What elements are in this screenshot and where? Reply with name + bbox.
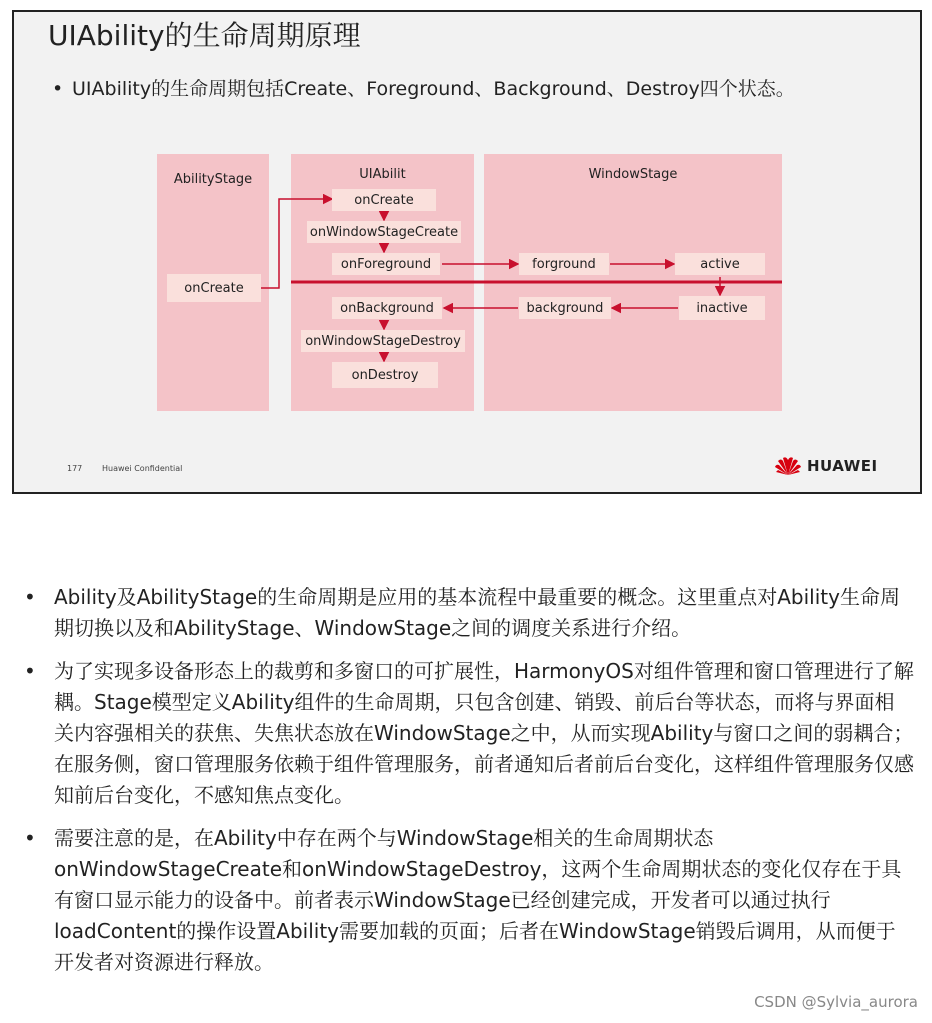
note-item: • 需要注意的是，在Ability中存在两个与WindowStage相关的生命周期状态onWindowStageCreate和onWindowStageDestroy，这两个生命周期状态的变化仅存在于具有窗口显示能力的设备中。前者表示WindowStage已经创建完成，开发者可以通过执行loadContent的操作设置Ability需要加载的页面；后者在WindowStage销毁后调用，从而便于开发者对资源进行释放。 — [24, 826, 902, 974]
huawei-flower-icon — [774, 456, 802, 476]
note-text: 为了实现多设备形态上的裁剪和多窗口的可扩展性，HarmonyOS对组件管理和窗口管理进行了解耦。Stage模型定义Ability组件的生命周期，只包含创建、销毁、前后台等状态，而将与界面相关内容强相关的获焦、失焦状态放在WindowStage之中，从而实现Ability与窗口之间的弱耦合；在服务侧，窗口管理服务依赖于组件管理服务，前者通知后者前后台变化，这样组件管理服务仅感知前后台变化，不感知焦点变化。 — [54, 659, 914, 807]
diagram-arrows — [14, 12, 920, 492]
node-inactive: inactive — [679, 296, 765, 320]
notes-list — [24, 582, 914, 990]
panel-title-uiability: UIAbilit — [359, 167, 406, 182]
note-item: • 为了实现多设备形态上的裁剪和多窗口的可扩展性，HarmonyOS对组件管理和窗口管理进行了解耦。Stage模型定义Ability组件的生命周期，只包含创建、销毁、前后台等状态，而将与界面相关内容强相关的获焦、失焦状态放在WindowStage之中，从而实现Ability与窗口之间的弱耦合；在服务侧，窗口管理服务依赖于组件管理服务，前者通知后者前后台变化，这样组件管理服务仅感知前后台变化，不感知焦点变化。 — [24, 659, 914, 807]
node-on-window-stage-destroy: onWindowStageDestroy — [301, 330, 465, 352]
slide-title: UIAbility的生命周期原理 — [48, 19, 361, 52]
csdn-watermark: CSDN @Sylvia_aurora — [754, 993, 918, 1011]
slide-bullet-text: UIAbility的生命周期包括Create、Foreground、Background、Destroy四个状态。 — [72, 78, 795, 100]
node-background: background — [519, 297, 611, 319]
panel-title-ability-stage: AbilityStage — [173, 172, 253, 187]
footer-confidential: Huawei Confidential — [102, 464, 183, 473]
node-oncreate: onCreate — [332, 189, 436, 211]
node-forground: forground — [519, 253, 609, 275]
panel-title-window-stage: WindowStage — [588, 167, 678, 182]
note-text: 需要注意的是，在Ability中存在两个与WindowStage相关的生命周期状态onWindowStageCreate和onWindowStageDestroy，这两个生命周期状态的变化仅存在于具有窗口显示能力的设备中。前者表示WindowStage已经创建完成，开发者可以通过执行loadContent的操作设置Ability需要加载的页面；后者在WindowStage销毁后调用，从而便于开发者对资源进行释放。 — [54, 826, 902, 974]
logo-text: HUAWEI — [807, 457, 878, 475]
node-on-foreground: onForeground — [332, 253, 440, 275]
note-text: Ability及AbilityStage的生命周期是应用的基本流程中最重要的概念。这里重点对Ability生命周期切换以及和AbilityStage、WindowStage之间的调度关系进行介绍。 — [54, 585, 900, 640]
footer-page-number: 177 — [67, 464, 83, 473]
slide — [12, 10, 922, 494]
slide-bullet: • UIAbility的生命周期包括Create、Foreground、Background、Destroy四个状态。 — [52, 78, 795, 100]
node-on-destroy: onDestroy — [332, 362, 438, 388]
node-on-window-stage-create: onWindowStageCreate — [307, 221, 461, 243]
arrow-stage-to-oncreate — [261, 199, 332, 288]
note-item: • Ability及AbilityStage的生命周期是应用的基本流程中最重要的概念。这里重点对Ability生命周期切换以及和AbilityStage、WindowStage之间的调度关系进行介绍。 — [24, 585, 900, 640]
node-active: active — [675, 253, 765, 275]
huawei-logo — [774, 456, 878, 476]
node-on-background: onBackground — [332, 297, 442, 319]
node-ability-stage-oncreate: onCreate — [167, 274, 261, 302]
